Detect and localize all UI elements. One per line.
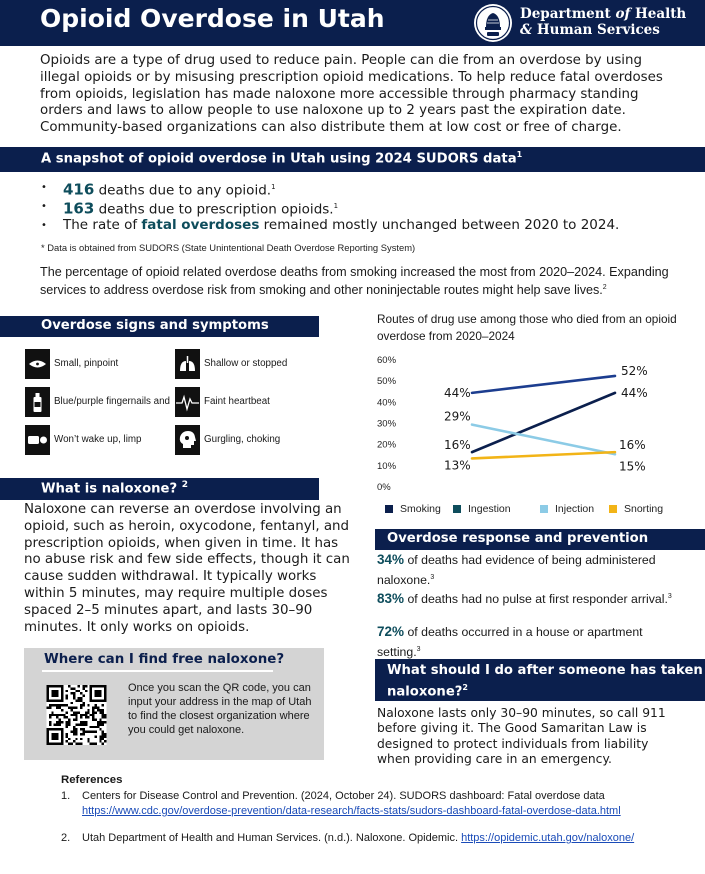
y-tick-label: 50% xyxy=(377,376,397,388)
references-heading: References xyxy=(61,774,123,786)
y-tick-label: 60% xyxy=(377,355,397,366)
legend-swatch-smoking xyxy=(385,505,393,513)
series-line-ingestion xyxy=(472,376,615,393)
intro-paragraph: Opioids are a type of drug used to reduce pain. People can die from an overdose by using illegal opioids or by misusing prescription opioid medications. To help reduce fatal overdoses from opioids, legislation has made naloxone more accessible through pharmacy standing orders and laws to allow people to use naloxone up to 2 years past the expiration date. Community-based organizations can also distribute them at low cost or free of charge. xyxy=(40,53,663,136)
heading-underline xyxy=(42,670,273,672)
qr-code[interactable] xyxy=(46,685,107,745)
bottle-icon xyxy=(25,387,50,417)
after-naloxone-heading: What should I do after someone has taken naloxone?$^2$ xyxy=(375,659,705,701)
data-label-snorting: 16% xyxy=(619,438,646,453)
snapshot-heading: A snapshot of opioid overdose in Utah using 2024 SUDORS data$^1$ xyxy=(0,147,705,172)
response-heading: Overdose response and prevention xyxy=(375,529,705,550)
lungs-icon xyxy=(175,349,200,379)
bullet-any-opioid: • 416 deaths due to any opioid.$^1$ xyxy=(40,178,680,197)
legend-label-smoking: Smoking xyxy=(400,503,441,515)
stat-naloxone-administered: 34% of deaths had evidence of being administered naloxone.$^3$ xyxy=(377,552,656,588)
legend-swatch-ingestion xyxy=(453,505,461,513)
stat-house-setting: 72% of deaths occurred in a house or apartment setting.$^3$ xyxy=(377,624,643,660)
data-label-smoking: 16% xyxy=(444,438,471,453)
y-tick-label: 30% xyxy=(377,418,397,430)
free-naloxone-heading: Where can I find free naloxone? xyxy=(44,652,285,667)
heartbeat-icon xyxy=(175,387,200,417)
stat-no-pulse: 83% of deaths had no pulse at first responder arrival.$^3$ xyxy=(377,591,672,607)
reference-item: 2. Utah Department of Health and Human Services. (n.d.). Naloxone. Opidemic. https://opidemic.utah.gov/naloxone/ xyxy=(61,832,635,844)
data-label-smoking: 44% xyxy=(621,385,648,400)
reference-item: 1. Centers for Disease Control and Prevention. (2024, October 24). SUDORS dashboard: Fatal overdose data https://www.cdc.gov/overdose-prevention/data-research/facts-stats/sudors-dashboard-fatal-overdose-data.html xyxy=(61,790,621,817)
bullet-fatal-rate: • The rate of fatal overdoses remained mostly unchanged between 2020 to 2024. xyxy=(40,216,680,235)
y-tick-label: 40% xyxy=(377,397,397,409)
smoking-paragraph: The percentage of opioid related overdose deaths from smoking increased the most from 2020–2024. Expanding services to address overdose risk from smoking and other noninjectable routes might help save lives.$^2$ xyxy=(40,265,669,298)
series-line-injection xyxy=(472,425,615,455)
signs-heading: Overdose signs and symptoms xyxy=(0,316,319,337)
reference-link-opidemic[interactable]: https://opidemic.utah.gov/naloxone/ xyxy=(461,832,635,844)
y-tick-label: 10% xyxy=(377,460,397,472)
head-icon xyxy=(175,425,200,455)
page-title: Opioid Overdose in Utah xyxy=(40,4,385,33)
after-naloxone-paragraph: Naloxone lasts only 30–90 minutes, so call 911 before giving it. The Good Samaritan Law is designed to protect individuals from liability when providing care in an emergency. xyxy=(377,706,666,766)
legend-label-ingestion: Ingestion xyxy=(468,503,511,515)
series-line-smoking xyxy=(472,393,615,452)
routes-line-chart xyxy=(360,350,680,520)
department-logo-text: Department of Health & Human Services xyxy=(520,6,687,38)
data-label-snorting: 13% xyxy=(444,458,471,473)
pill-icon xyxy=(25,425,50,455)
reference-link-cdc[interactable]: https://www.cdc.gov/overdose-prevention/data-research/facts-stats/sudors-dashboard-fatal-overdose-data.html xyxy=(82,805,621,817)
legend-label-snorting: Snorting xyxy=(624,503,664,515)
data-label-ingestion: 44% xyxy=(444,385,471,400)
utah-seal-logo xyxy=(473,3,513,43)
eye-icon xyxy=(25,349,50,379)
y-tick-label: 20% xyxy=(377,439,397,451)
snapshot-bullets xyxy=(40,178,680,235)
legend-label-injection: Injection xyxy=(555,503,595,515)
data-label-injection: 29% xyxy=(444,409,471,424)
naloxone-paragraph: Naloxone can reverse an overdose involving an opioid, such as heroin, oxycodone, fentanyl, and prescription opioids, when given in time. It has no abuse risk and few side effects, though it can cause sudden withdrawal. It typically works within 5 minutes, may require multiple doses spaced 2–5 minutes apart, and lasts 30–90 minutes. It only works on opioids. xyxy=(24,502,350,635)
data-label-ingestion: 52% xyxy=(621,363,648,378)
legend-swatch-snorting xyxy=(609,505,617,513)
series-line-snorting xyxy=(472,452,615,458)
legend-swatch-injection xyxy=(540,505,548,513)
y-tick-label: 0% xyxy=(377,482,391,493)
data-source-footnote: * Data is obtained from SUDORS (State Unintentional Death Overdose Reporting System) xyxy=(41,242,416,253)
chart-title: Routes of drug use among those who died from an opioid overdose from 2020–2024 xyxy=(377,312,677,343)
naloxone-heading: What is naloxone? $^2$ xyxy=(0,478,319,500)
bullet-prescription-opioid: • 163 deaths due to prescription opioids.$^1$ xyxy=(40,197,680,216)
data-label-injection: 15% xyxy=(619,459,646,474)
qr-instructions: Once you scan the QR code, you can input your address in the map of Utah to find the closest organization where you could get naloxone. xyxy=(128,682,312,736)
